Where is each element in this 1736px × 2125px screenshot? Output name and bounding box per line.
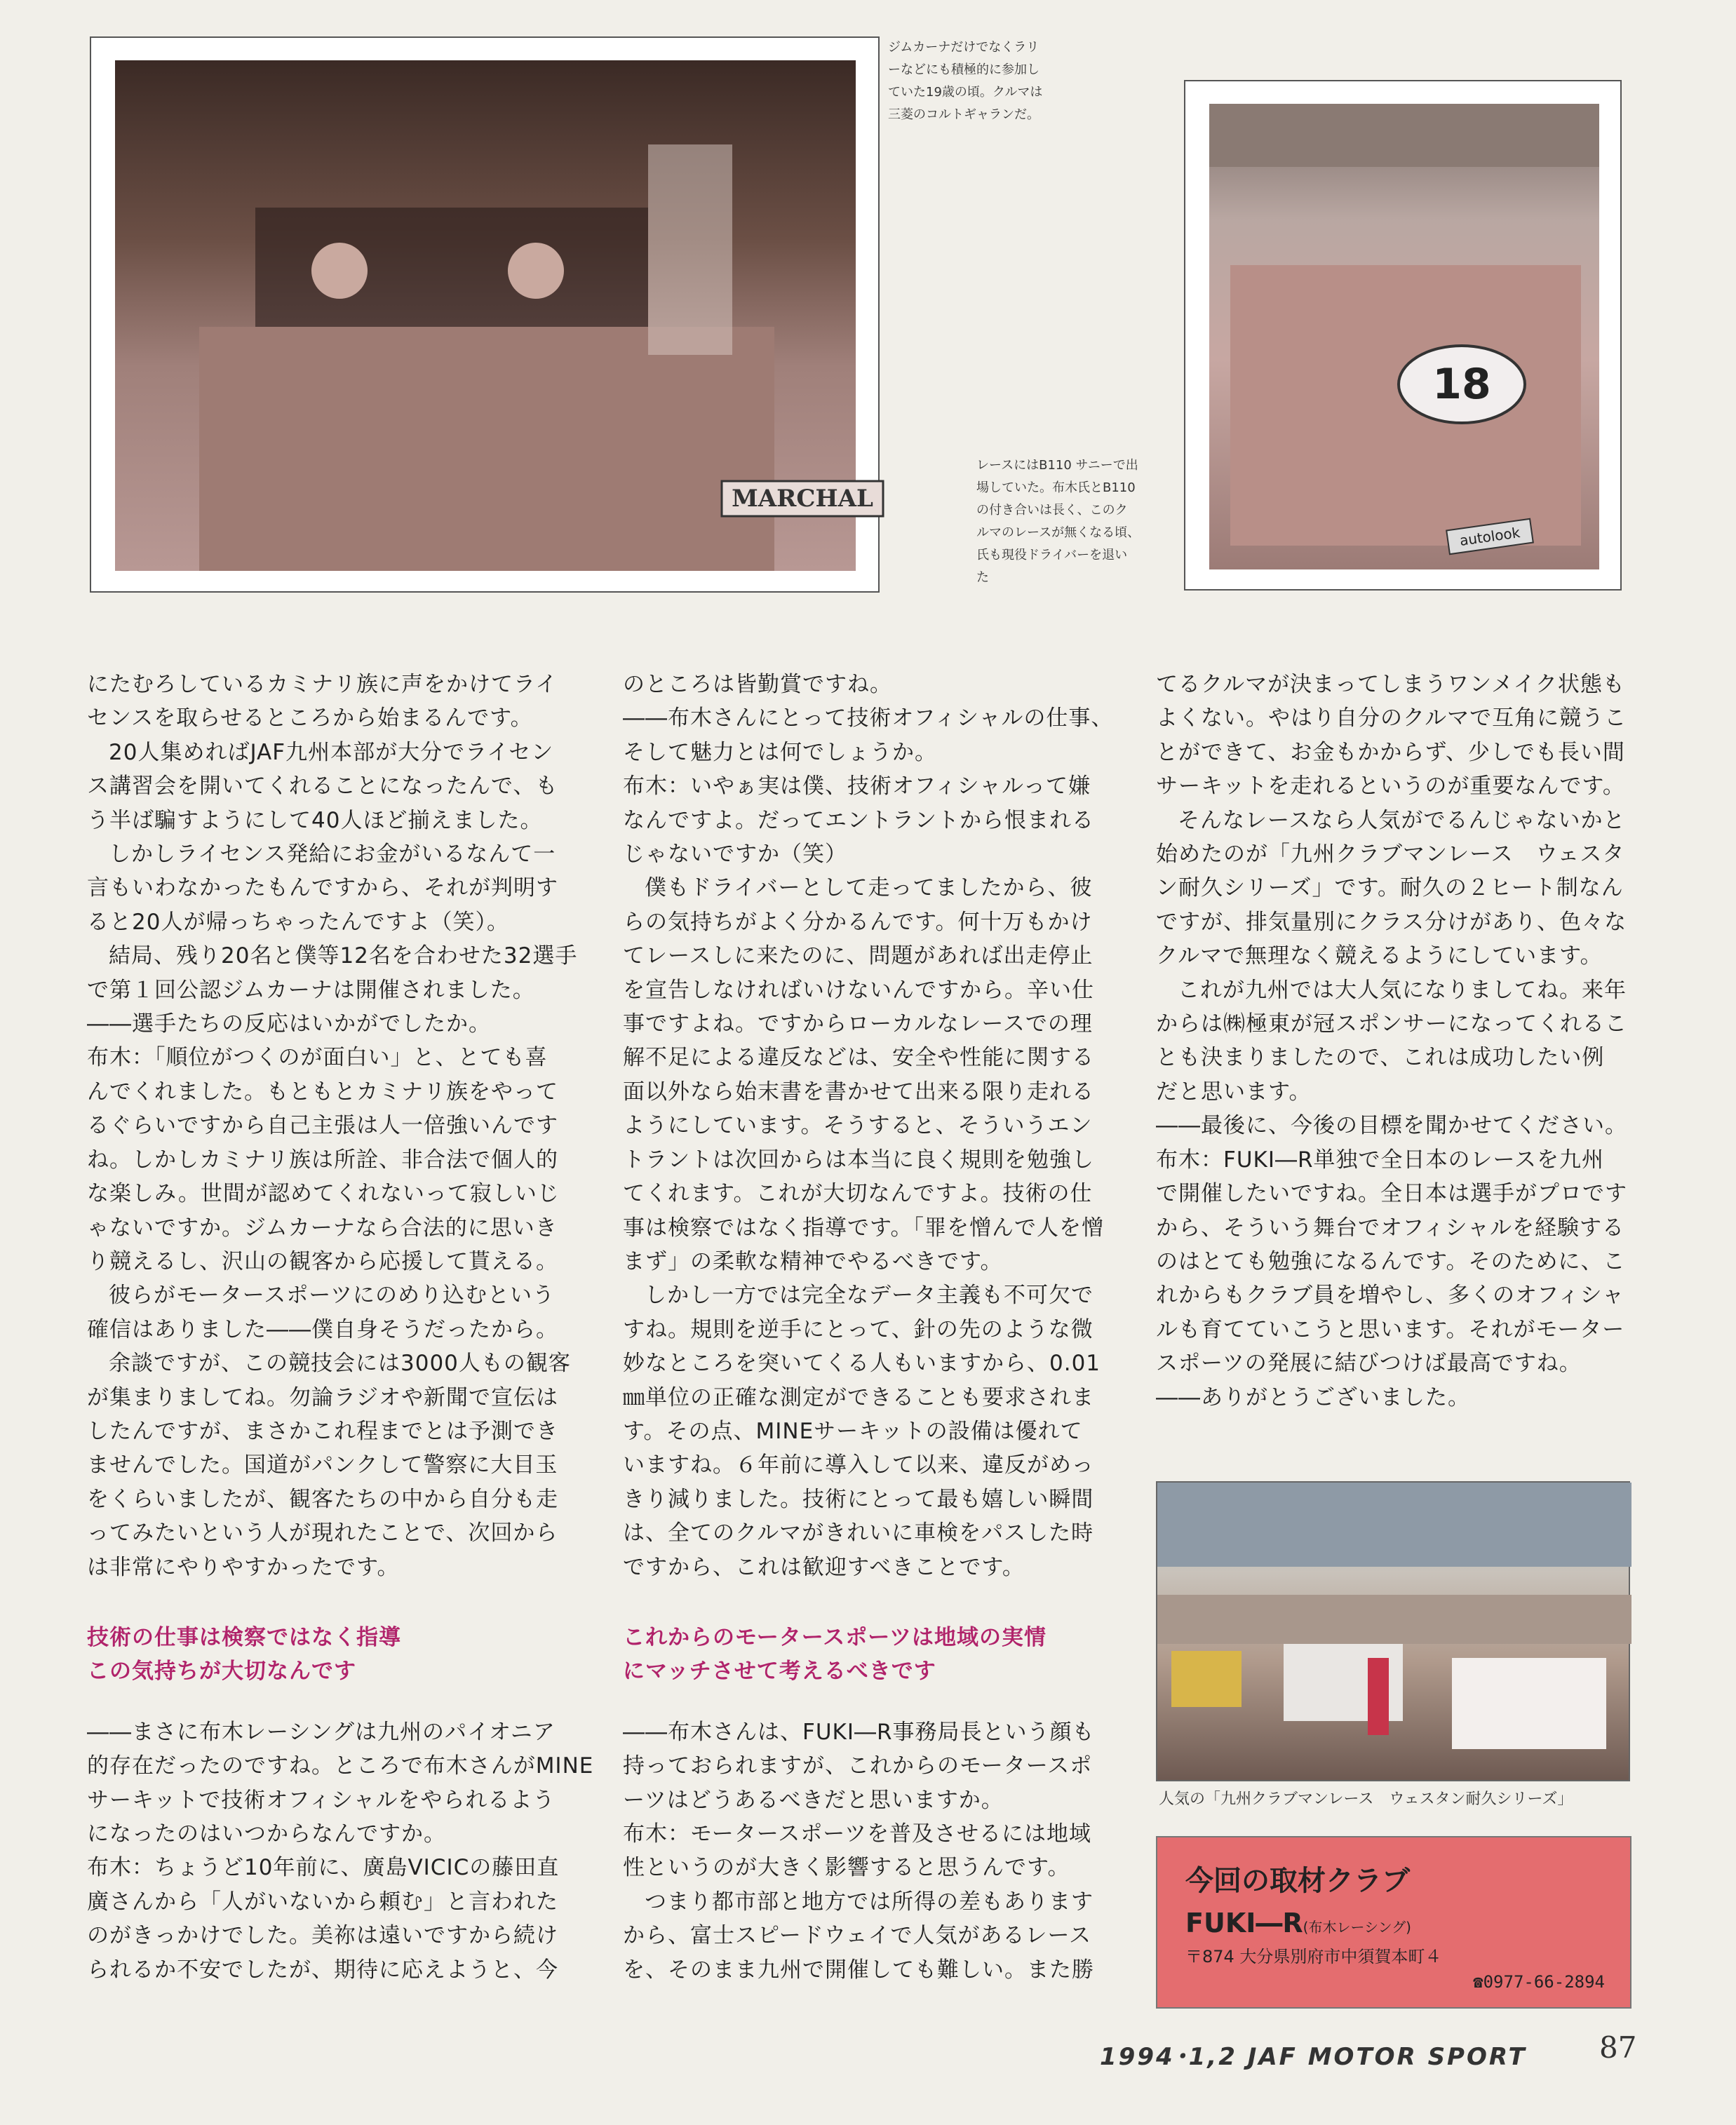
column-2-body bbox=[623, 668, 1114, 1584]
section-heading: 技術の仕事は検察ではなく指導 bbox=[87, 1624, 401, 1650]
body-text-line: 布木：ちょうど10年前に、廣島VICICの藤田直 bbox=[87, 1855, 560, 1881]
body-text-line: ね。しかしカミナリ族は所詮、非合法で個人的 bbox=[87, 1147, 558, 1173]
caption-line: 場していた。布木氏とB110 bbox=[976, 480, 1136, 495]
body-text-line: 性というのが大きく影響すると思うんです。 bbox=[623, 1855, 1070, 1881]
article-column-2 bbox=[623, 668, 1114, 1987]
body-text-line: とができて、お金もかからず、少しでも長い間 bbox=[1156, 739, 1625, 765]
body-text-line: ――布木さんにとって技術オフィシャルの仕事、 bbox=[623, 706, 1114, 731]
body-text-line: 結局、残り20名と僕等12名を合わせた32選手 bbox=[109, 943, 578, 969]
column-2-body-after bbox=[623, 1715, 1107, 1987]
caption-line: ルマのレースが無くなる頃、 bbox=[976, 525, 1140, 540]
body-text-line: てるクルマが決まってしまうワンメイク状態も bbox=[1156, 672, 1625, 697]
caption-line: の付き合いは長く、このク bbox=[976, 503, 1128, 518]
body-text-line: ――ありがとうございました。 bbox=[1156, 1384, 1470, 1410]
club-phone: ☎0977-66-2894 bbox=[1473, 1972, 1605, 1992]
body-text-line: そんなレースなら人気がでるんじゃないかと bbox=[1178, 807, 1626, 833]
caption-line: 三菱のコルトギャランだ。 bbox=[888, 107, 1039, 122]
body-text-line: したんですが、まさかこれ程までとは予測でき bbox=[87, 1418, 558, 1444]
body-text-line: クルマで無理なく競えるようにしています。 bbox=[1156, 943, 1603, 969]
column-1-body-after bbox=[87, 1715, 594, 1987]
body-text-line: 布木：いやぁ実は僕、技術オフィシャルって嫌 bbox=[623, 774, 1091, 800]
body-text-line: ――まさに布木レーシングは九州のパイオニア bbox=[87, 1719, 556, 1745]
body-text-line: センスを取らせるところから始まるんです。 bbox=[87, 706, 533, 731]
body-text-line: なんですよ。だってエントラントから恨まれる bbox=[623, 807, 1094, 833]
body-text-line: るぐらいですから自己主張は人一倍強いんです bbox=[87, 1113, 558, 1139]
body-text-line: 僕もドライバーとして走ってましたから、彼 bbox=[645, 875, 1093, 901]
club-name bbox=[1185, 1908, 1411, 1938]
magazine-footer: 1994･1,2 JAF MOTOR SPORT bbox=[1100, 2043, 1527, 2071]
body-text-line: な楽しみ。世間が認めてくれないって寂しいじ bbox=[87, 1181, 560, 1207]
body-text-line: から、そういう舞台でオフィシャルを経験する bbox=[1156, 1215, 1624, 1241]
body-text-line: り競えるし、沢山の観客から応援して貰える。 bbox=[87, 1248, 558, 1274]
circuit-illustration bbox=[1157, 1483, 1631, 1783]
body-text-line: 事ですよね。ですからローカルなレースでの理 bbox=[623, 1011, 1093, 1037]
body-text-line: のところは皆勤賞ですね。 bbox=[623, 672, 892, 697]
club-address: 〒874 大分県別府市中須賀本町４ bbox=[1185, 1947, 1442, 1967]
caption-sunny bbox=[976, 454, 1140, 589]
body-text-line: 持っておられますが、これからのモータースポ bbox=[623, 1753, 1093, 1779]
body-text-line: 布木：「順位がつくのが面白い」と、とても喜 bbox=[87, 1045, 548, 1071]
body-text-line: だと思います。 bbox=[1156, 1079, 1312, 1105]
body-text-line: 布木：FUKI―R単独で全日本のレースを九州 bbox=[1156, 1147, 1604, 1173]
caption-line: ていた19歳の頃。クルマは bbox=[888, 85, 1043, 100]
body-text-line: ってみたいという人が現れたことで、次回から bbox=[87, 1520, 558, 1546]
body-text-line: 余談ですが、この競技会には3000人もの観客 bbox=[109, 1351, 571, 1377]
caption-western-endurance: 人気の「九州クラブマンレース ウェスタン耐久シリーズ」 bbox=[1159, 1790, 1573, 1808]
club-info-box bbox=[1156, 1836, 1631, 2009]
article-column-1 bbox=[87, 668, 594, 1987]
body-text-line: すね。規則を逆手にとって、針の先のような微 bbox=[623, 1316, 1094, 1342]
body-text-line: トラントは次回からは本当に良く規則を勉強し bbox=[623, 1147, 1094, 1173]
race-car-illustration bbox=[1209, 104, 1599, 569]
body-text-line: ですが、排気量別にクラス分けがあり、色々な bbox=[1156, 909, 1627, 935]
body-text-line: まず」の柔軟な精神でやるべきです。 bbox=[623, 1248, 1003, 1274]
body-text-line: てレースしに来たのに、問題があれば出走停止 bbox=[623, 943, 1094, 969]
body-text-line: から、富士スピードウェイで人気があるレース bbox=[623, 1923, 1091, 1949]
car-illustration bbox=[115, 60, 873, 571]
body-text-line: しかし一方では完全なデータ主義も不可欠で bbox=[645, 1283, 1094, 1309]
body-text-line: が集まりましてね。勿論ラジオや新聞で宣伝は bbox=[87, 1384, 558, 1410]
body-text-line: れからもクラブ員を増やし、多くのオフィシャ bbox=[1156, 1283, 1624, 1309]
page-number: 87 bbox=[1599, 2030, 1637, 2065]
body-text-line: のがきっかけでした。美祢は遠いですから続け bbox=[87, 1923, 558, 1949]
photo-colt-galant bbox=[115, 60, 873, 571]
autolook-sticker: autolook bbox=[1458, 524, 1521, 549]
body-text-line: ――最後に、今後の目標を聞かせてください。 bbox=[1156, 1113, 1627, 1139]
photo-b110-sunny bbox=[1209, 104, 1599, 569]
body-text-line: 事は検察ではなく指導です。「罪を憎んで人を憎 bbox=[623, 1215, 1105, 1241]
body-text-line: になったのはいつからなんですか。 bbox=[87, 1821, 446, 1847]
body-text-line: ン耐久シリーズ」です。耐久の２ヒート制なん bbox=[1156, 875, 1624, 901]
body-text-line: ーツはどうあるべきだと思いますか。 bbox=[623, 1787, 1004, 1813]
body-text-line: を宣告しなければいけないんですから。辛い仕 bbox=[623, 977, 1094, 1003]
body-text-line: 彼らがモータースポーツにのめり込むという bbox=[109, 1283, 555, 1309]
body-text-line: いますね。６年前に導入して以来、違反がめっ bbox=[623, 1452, 1094, 1478]
body-text-line: きり減りました。技術にとって最も嬉しい瞬間 bbox=[623, 1486, 1094, 1512]
photo-frame-sunny bbox=[1184, 80, 1622, 591]
club-box-title: 今回の取材クラブ bbox=[1185, 1865, 1410, 1897]
body-text-line: 面以外なら始末書を書かせて出来る限り走れる bbox=[623, 1079, 1094, 1105]
marchal-plate: MARCHAL bbox=[732, 485, 873, 513]
caption-line: ジムカーナだけでなくラリ bbox=[888, 40, 1039, 55]
body-text-line: サーキットで技術オフィシャルをやられるよう bbox=[87, 1787, 556, 1813]
caption-galant bbox=[888, 36, 1042, 126]
body-text-line: てくれます。これが大切なんですよ。技術の仕 bbox=[623, 1181, 1093, 1207]
body-text-line: とも決まりましたので、これは成功したい例 bbox=[1156, 1045, 1605, 1071]
body-text-line: ようにしています。そうすると、そういうエン bbox=[623, 1113, 1093, 1139]
caption-line: 氏も現役ドライバーを退い bbox=[976, 548, 1128, 562]
body-text-line: ませんでした。国道がパンクして警察に大目玉 bbox=[87, 1452, 558, 1478]
body-text-line: 言もいわなかったもんですから、それが判明す bbox=[87, 875, 558, 901]
section-heading: これからのモータースポーツは地域の実情 bbox=[623, 1624, 1047, 1650]
body-text-line: をくらいましたが、観客たちの中から自分も走 bbox=[87, 1486, 558, 1512]
body-text-line: 妙なところを突いてくる人もいますから、0.01 bbox=[623, 1351, 1101, 1377]
body-text-line: う半ば騙すようにして40人ほど揃えました。 bbox=[87, 807, 543, 833]
body-text-line: で第１回公認ジムカーナは開催されました。 bbox=[87, 977, 535, 1003]
column-3-body bbox=[1156, 668, 1640, 1415]
caption-line: た bbox=[976, 570, 989, 585]
body-text-line: 始めたのが「九州クラブマンレース ウェスタ bbox=[1156, 842, 1625, 868]
body-text-line: しかしライセンス発給にお金がいるなんて一 bbox=[109, 842, 556, 868]
body-text-line: ㎜単位の正確な測定ができることも要求されま bbox=[623, 1384, 1094, 1410]
body-text-line: からは㈱極東が冠スポンサーになってくれるこ bbox=[1156, 1011, 1627, 1037]
body-text-line: ――布木さんは、FUKI―R事務局長という顔も bbox=[623, 1719, 1095, 1745]
body-text-line: にたむろしているカミナリ族に声をかけてライ bbox=[87, 672, 558, 697]
caption-line: レースにはB110 サニーで出 bbox=[976, 458, 1138, 473]
body-text-line: のはとても勉強になるんです。そのために、こ bbox=[1156, 1248, 1626, 1274]
photo-frame-galant bbox=[90, 36, 880, 593]
article-column-3 bbox=[1156, 668, 1640, 1415]
body-text-line: つまり都市部と地方では所得の差もあります bbox=[645, 1889, 1094, 1915]
body-text-line: 20人集めればJAF九州本部が大分でライセン bbox=[109, 739, 554, 765]
body-text-line: よくない。やはり自分のクルマで互角に競うこ bbox=[1156, 706, 1627, 731]
body-text-line: 確信はありました――僕自身そうだったから。 bbox=[87, 1316, 558, 1342]
club-name-sub: (布木レーシング) bbox=[1303, 1919, 1411, 1936]
body-text-line: サーキットを走れるというのが重要なんです。 bbox=[1156, 774, 1625, 800]
body-text-line: ス講習会を開いてくれることになったんで、も bbox=[87, 774, 558, 800]
body-text-line: 解不足による違反などは、安全や性能に関する bbox=[623, 1045, 1094, 1071]
body-text-line: を、そのまま九州で開催しても難しい。また勝 bbox=[623, 1957, 1094, 1983]
photo-western-endurance bbox=[1156, 1481, 1630, 1781]
body-text-line: は、全てのクルマがきれいに車検をパスした時 bbox=[623, 1520, 1094, 1546]
race-number: 18 bbox=[1432, 360, 1491, 409]
body-text-line: す。その点、MINEサーキットの設備は優れて bbox=[623, 1418, 1083, 1444]
body-text-line: 廣さんから「人がいないから頼む」と言われた bbox=[87, 1889, 558, 1915]
body-text-line: られるか不安でしたが、期待に応えようと、今 bbox=[87, 1957, 558, 1983]
section-heading: この気持ちが大切なんです bbox=[87, 1659, 356, 1685]
body-text-line: ――選手たちの反応はいかがでしたか。 bbox=[87, 1011, 491, 1037]
body-text-line: じゃないですか（笑） bbox=[623, 842, 847, 868]
column-1-body bbox=[87, 668, 578, 1584]
body-text-line: ゃないですか。ジムカーナなら合法的に思いき bbox=[87, 1215, 558, 1241]
body-text-line: は非常にやりやすかったです。 bbox=[87, 1554, 400, 1580]
body-text-line: らの気持ちがよく分かるんです。何十万もかけ bbox=[623, 909, 1093, 935]
body-text-line: 的存在だったのですね。ところで布木さんがMINE bbox=[87, 1753, 594, 1779]
caption-line: ーなどにも積極的に参加し bbox=[888, 62, 1039, 77]
body-text-line: ると20人が帰っちゃったんですよ（笑）。 bbox=[87, 909, 509, 935]
club-name-text: FUKI―R bbox=[1185, 1908, 1303, 1938]
body-text-line: スポーツの発展に結びつけば最高ですね。 bbox=[1156, 1351, 1582, 1377]
body-text-line: んでくれました。もともとカミナリ族をやって bbox=[87, 1079, 558, 1105]
body-text-line: で開催したいですね。全日本は選手がプロです bbox=[1156, 1181, 1627, 1207]
body-text-line: ルも育てていこうと思います。それがモーター bbox=[1156, 1316, 1625, 1342]
body-text-line: これが九州では大人気になりましてね。来年 bbox=[1178, 977, 1627, 1003]
body-text-line: そして魅力とは何でしょうか。 bbox=[623, 739, 937, 765]
section-heading: にマッチさせて考えるべきです bbox=[623, 1659, 936, 1685]
body-text-line: 布木：モータースポーツを普及させるには地域 bbox=[623, 1821, 1091, 1847]
body-text-line: ですから、これは歓迎すべきことです。 bbox=[623, 1554, 1025, 1580]
